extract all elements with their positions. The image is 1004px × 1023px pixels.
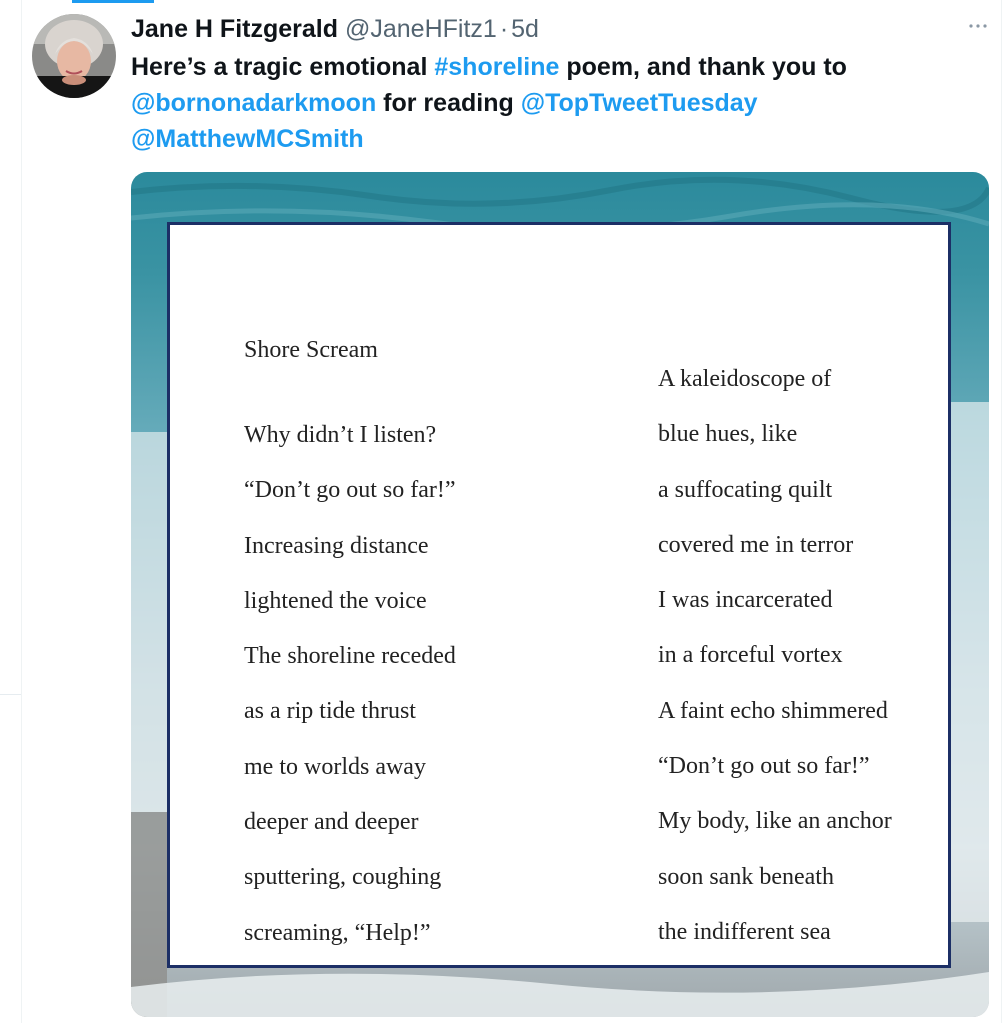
poem-title: Shore Scream <box>244 337 378 363</box>
poem-line: Increasing distance <box>244 532 429 559</box>
poem-line: me to worlds away <box>244 753 426 780</box>
poem-right-column <box>658 364 892 972</box>
tweet-text-part: poem, and thank you to <box>559 53 847 81</box>
mention-bornonadarkmoon-link[interactable]: @bornonadarkmoon <box>131 89 377 117</box>
header-separator: · <box>499 14 509 43</box>
left-divider <box>21 0 22 1023</box>
tweet-header <box>131 12 539 46</box>
avatar[interactable] <box>32 14 116 98</box>
left-separator <box>0 694 21 695</box>
tweet-text-part: for reading <box>376 89 521 117</box>
top-accent-bar <box>72 0 154 3</box>
poem-line: “Don’t go out so far!” <box>244 477 456 504</box>
poem-line: in a forceful vortex <box>658 642 843 669</box>
avatar-image <box>32 14 116 98</box>
author-display-name[interactable]: Jane H Fitzgerald <box>131 14 338 43</box>
poem-line: Why didn’t I listen? <box>244 422 437 448</box>
tweet-text-part: Here’s a tragic emotional <box>131 53 435 81</box>
poem-line: lightened the voice <box>244 587 427 614</box>
poem-line: screaming, “Help!” <box>244 919 431 946</box>
poem-line: covered me in terror <box>658 531 854 558</box>
poem-line: The shoreline receded <box>244 643 456 670</box>
poem-line: sputtering, coughing <box>244 864 442 891</box>
poem-line: blue hues, like <box>658 421 798 448</box>
poem-line: soon sank beneath <box>658 863 834 890</box>
hashtag-shoreline-link[interactable]: #shoreline <box>434 53 560 81</box>
mention-toptweettuesday-link[interactable]: @TopTweetTuesday <box>520 89 758 117</box>
more-icon[interactable] <box>966 14 990 38</box>
poem-card <box>167 222 951 968</box>
poem-line: A faint echo shimmered <box>658 697 888 724</box>
poem-line: as a rip tide thrust <box>244 698 416 725</box>
tweet-media-image[interactable] <box>131 172 989 1017</box>
tweet-text <box>131 49 971 157</box>
poem-line: the indifferent sea <box>658 918 831 945</box>
poem-line: “Don’t go out so far!” <box>658 753 870 780</box>
author-handle[interactable]: @JaneHFitz1 <box>345 14 497 43</box>
more-horizontal-icon <box>968 23 988 29</box>
poem-left-column <box>244 420 456 973</box>
tweet-timestamp[interactable]: 5d <box>511 14 539 43</box>
poem-line: deeper and deeper <box>244 809 419 836</box>
poem-line: a suffocating quilt <box>658 476 833 503</box>
poem-line: A kaleidoscope of <box>658 366 832 392</box>
poem-line: My body, like an anchor <box>658 808 892 835</box>
poem-line: I was incarcerated <box>658 587 833 614</box>
right-divider <box>1001 0 1002 1023</box>
mention-matthewmcsmith-link[interactable]: @MatthewMCSmith <box>131 125 364 153</box>
